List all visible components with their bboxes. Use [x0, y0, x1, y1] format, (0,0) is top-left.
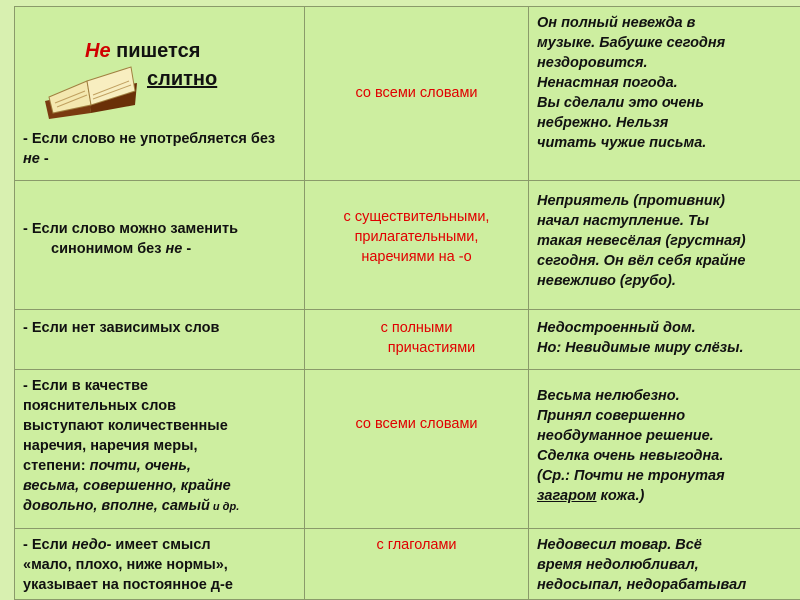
- example-line: такая невесёлая (грустная): [537, 233, 746, 250]
- example-line: Но: Невидимые миру слёзы.: [537, 340, 744, 357]
- table-row: [15, 528, 800, 600]
- word-class-text: со всеми словами: [355, 416, 478, 433]
- example-line: Недостроенный дом.: [537, 320, 696, 337]
- example-line: Принял совершенно: [537, 408, 686, 425]
- examples-cell: [529, 370, 800, 528]
- example-line: загаром кожа.): [537, 488, 645, 505]
- table-row: [15, 181, 800, 310]
- page-subtitle: слитно: [147, 68, 218, 90]
- example-line: Он полный невежда в: [537, 15, 696, 31]
- word-class-text: со всеми словами: [355, 85, 478, 101]
- condition-cell: [15, 7, 305, 181]
- example-line: Ненастная погода.: [537, 75, 678, 91]
- open-book-icon: [41, 61, 141, 121]
- examples-cell: [529, 310, 800, 370]
- examples-cell: [529, 181, 800, 310]
- word-class-cell: [305, 370, 529, 528]
- word-class-cell: [305, 528, 529, 600]
- example-line: Неприятель (противник): [537, 193, 725, 210]
- example-line: небрежно. Нельзя: [537, 115, 669, 131]
- example-line: музыке. Бабушке сегодня: [537, 35, 726, 51]
- condition-text: - Если нет зависимых слов: [23, 320, 220, 337]
- example-line: читать чужие письма.: [537, 135, 707, 151]
- word-class-cell: [305, 7, 529, 181]
- example-line: необдуманное решение.: [537, 428, 714, 445]
- word-class-text: с глаголами: [376, 536, 457, 553]
- example-line: Недовесил товар. Всё: [537, 536, 702, 553]
- word-class-cell: [305, 181, 529, 310]
- condition-cell: [15, 370, 305, 528]
- rules-table: [14, 6, 800, 600]
- condition-text: - Если в качестве пояснительных слов выступают количественные наречия, наречия меры, степени: почти, очень, весьма, совершенно, крайне довольно, вполне, самый и др.: [23, 378, 240, 515]
- example-line: нездоровится.: [537, 55, 648, 71]
- word-class-text: с существительными, прилагательными, наречиями на -о: [343, 209, 490, 266]
- example-line: недосыпал, недорабатывал: [537, 576, 747, 593]
- example-line: начал наступление. Ты: [537, 213, 710, 230]
- condition-cell: [15, 528, 305, 600]
- example-line: Весьма нелюбезно.: [537, 388, 680, 405]
- page-title: Не пишется: [85, 40, 201, 62]
- example-line: Сделка очень невыгодна.: [537, 448, 724, 465]
- condition-text: - Если слово можно заменить синонимом без не -: [23, 221, 238, 258]
- condition-text: - Если слово не употребляется без не -: [23, 131, 276, 167]
- table-row: [15, 370, 800, 528]
- condition-cell: [15, 310, 305, 370]
- example-line: сегодня. Он вёл себя крайне: [537, 253, 746, 270]
- condition-text: - Если недо- имеет смысл «мало, плохо, ниже нормы», указывает на постоянное д-е: [23, 536, 233, 593]
- examples-cell: [529, 528, 800, 600]
- example-line: (Ср.: Почти не тронутая: [537, 468, 725, 485]
- word-class-cell: [305, 310, 529, 370]
- word-class-text: с полными причастиями: [380, 320, 476, 357]
- examples-cell: [529, 7, 800, 181]
- example-line: невежливо (грубо).: [537, 273, 676, 290]
- example-line: время недолюбливал,: [537, 556, 699, 573]
- table-row: [15, 7, 800, 181]
- example-line: Вы сделали это очень: [537, 95, 704, 111]
- condition-cell: [15, 181, 305, 310]
- table-row: [15, 310, 800, 370]
